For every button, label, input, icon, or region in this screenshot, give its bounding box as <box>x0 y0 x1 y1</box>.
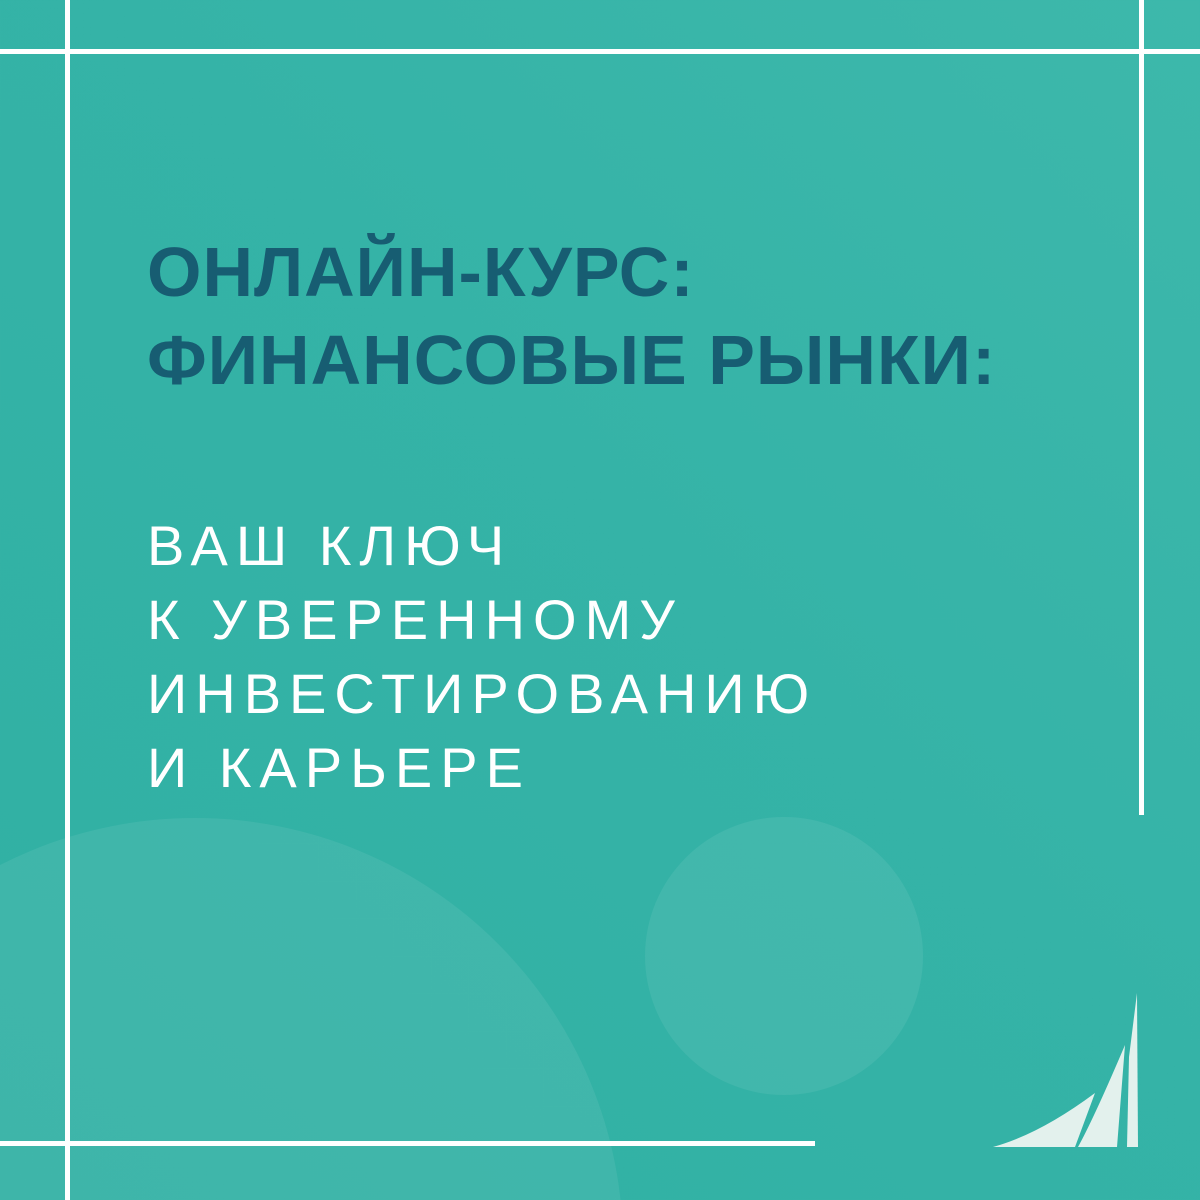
course-title-line-2: ФИНАНСОВЫЕ РЫНКИ: <box>147 321 997 399</box>
course-title <box>147 228 996 404</box>
frame-line-bottom <box>0 1141 815 1146</box>
course-subtitle-line-3: ИНВЕСТИРОВАНИЮ <box>147 662 818 725</box>
decorative-circle-medium <box>645 817 923 1095</box>
course-subtitle-line-2: К УВЕРЕННОМУ <box>147 588 683 651</box>
frame-line-top <box>0 49 1200 54</box>
frame-line-left <box>65 0 70 1200</box>
course-subtitle-line-4: И КАРЬЕРЕ <box>147 736 531 799</box>
growth-sails-logo-icon <box>985 990 1145 1150</box>
course-title-line-1: ОНЛАЙН-КУРС: <box>147 233 695 311</box>
frame-line-right <box>1139 0 1144 815</box>
course-subtitle <box>147 509 817 805</box>
course-subtitle-line-1: ВАШ КЛЮЧ <box>147 514 513 577</box>
